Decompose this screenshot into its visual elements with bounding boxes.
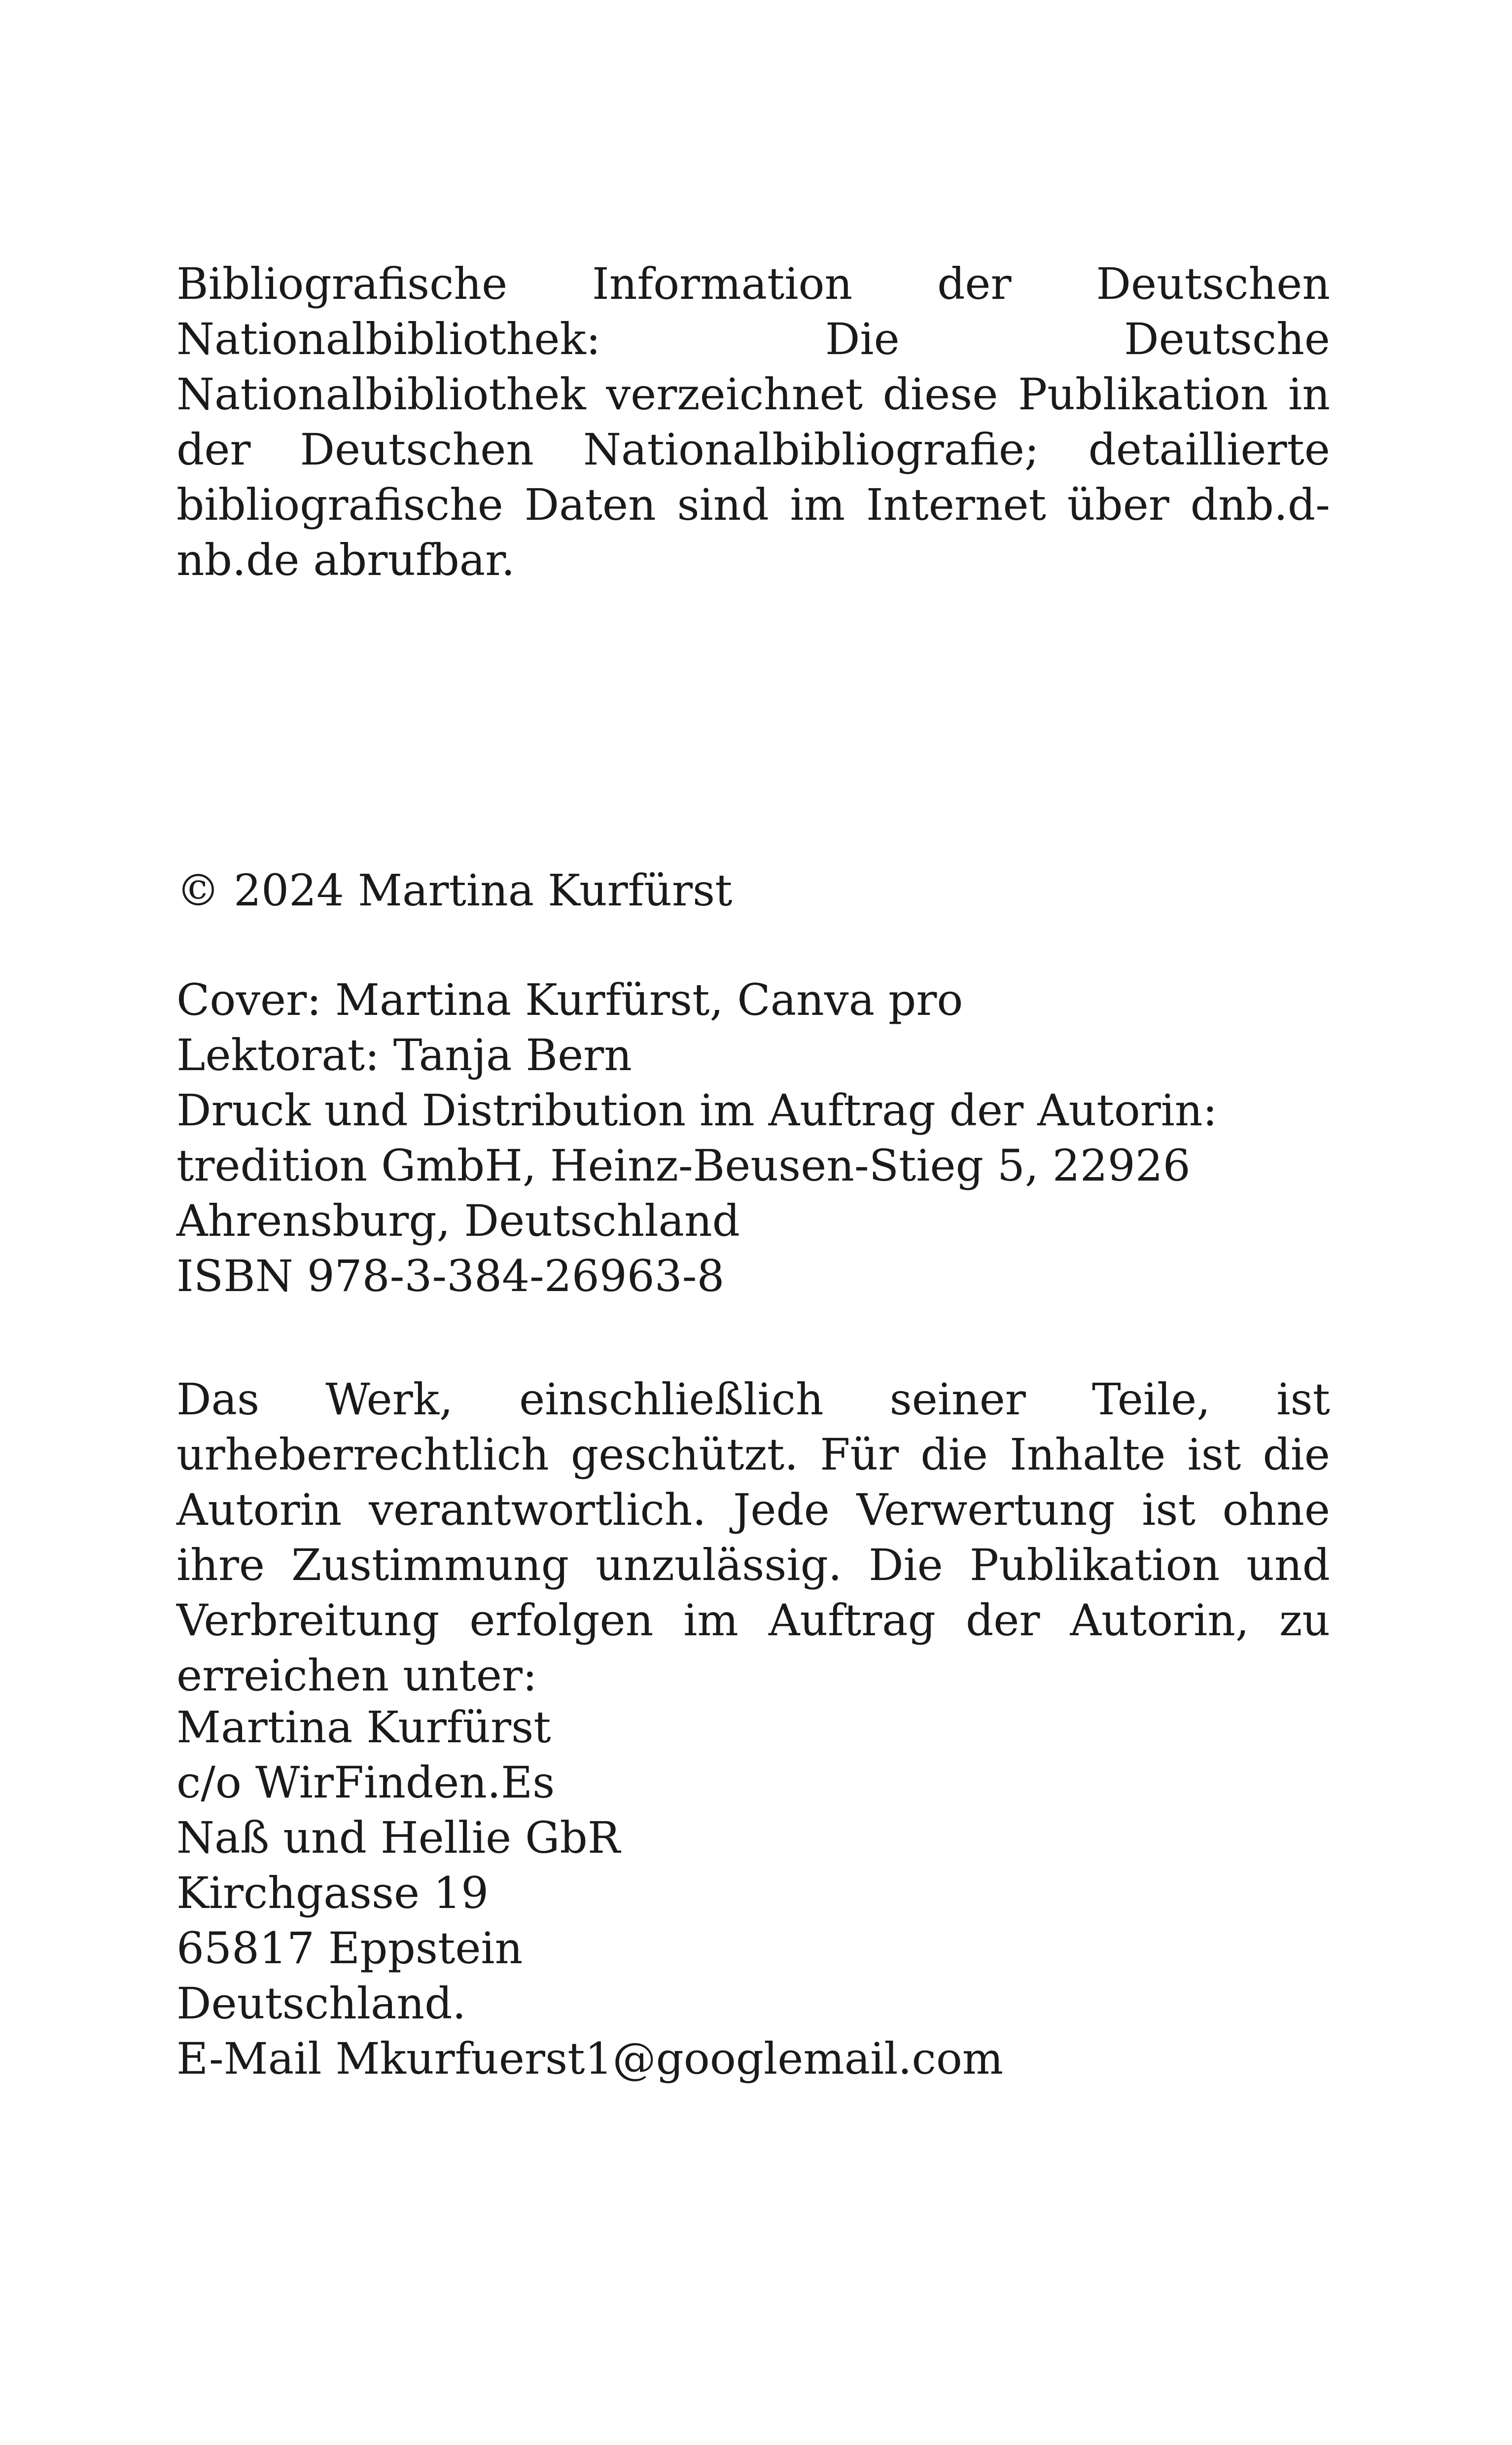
author-contact-address xyxy=(176,1700,1330,2086)
isbn-number: ISBN 978-3-384-26963-8 xyxy=(176,1251,725,1301)
copyright-rights-paragraph: Das Werk, einschließlich seiner Teile, ist urheberrechtlich geschützt. Für die Inhalte ist die Autorin verantwortlich. Jede Verwertung ist ohne ihre Zustimmung unzulässig. Die Publikation und Verbreitung erfolgen im Auftrag der Autorin, zu erreichen unter: xyxy=(176,1374,1330,1701)
bibliographic-information-paragraph: Bibliografische Information der Deutschen Nationalbibliothek: Die Deutsche Nationalbibliothek verzeichnet diese Publikation in der Deutschen Nationalbibliografie; detaillierte bibliografische Daten sind im Internet über dnb.d-nb.de abrufbar. xyxy=(176,258,1330,585)
distribution-credit: Druck und Distribution im Auftrag der Autorin: xyxy=(176,1085,1218,1136)
credits-block xyxy=(176,972,1330,1304)
publisher-address-line-2: Ahrensburg, Deutschland xyxy=(176,1195,740,1246)
copyright-notice: © 2024 Martina Kurfürst xyxy=(176,865,733,916)
cover-credit: Cover: Martina Kurfürst, Canva pro xyxy=(176,974,963,1025)
editing-credit: Lektorat: Tanja Bern xyxy=(176,1030,632,1080)
care-of-line: c/o WirFinden.Es xyxy=(176,1757,555,1808)
country: Deutschland. xyxy=(176,1978,466,2029)
postal-city: 65817 Eppstein xyxy=(176,1923,523,1974)
author-name: Martina Kurfürst xyxy=(176,1702,551,1753)
street-address: Kirchgasse 19 xyxy=(176,1868,489,1918)
publisher-address-line-1: tredition GmbH, Heinz-Beusen-Stieg 5, 22926 xyxy=(176,1140,1191,1191)
company-name: Naß und Hellie GbR xyxy=(176,1812,621,1863)
email-address: E-Mail Mkurfuerst1@googlemail.com xyxy=(176,2033,1004,2084)
